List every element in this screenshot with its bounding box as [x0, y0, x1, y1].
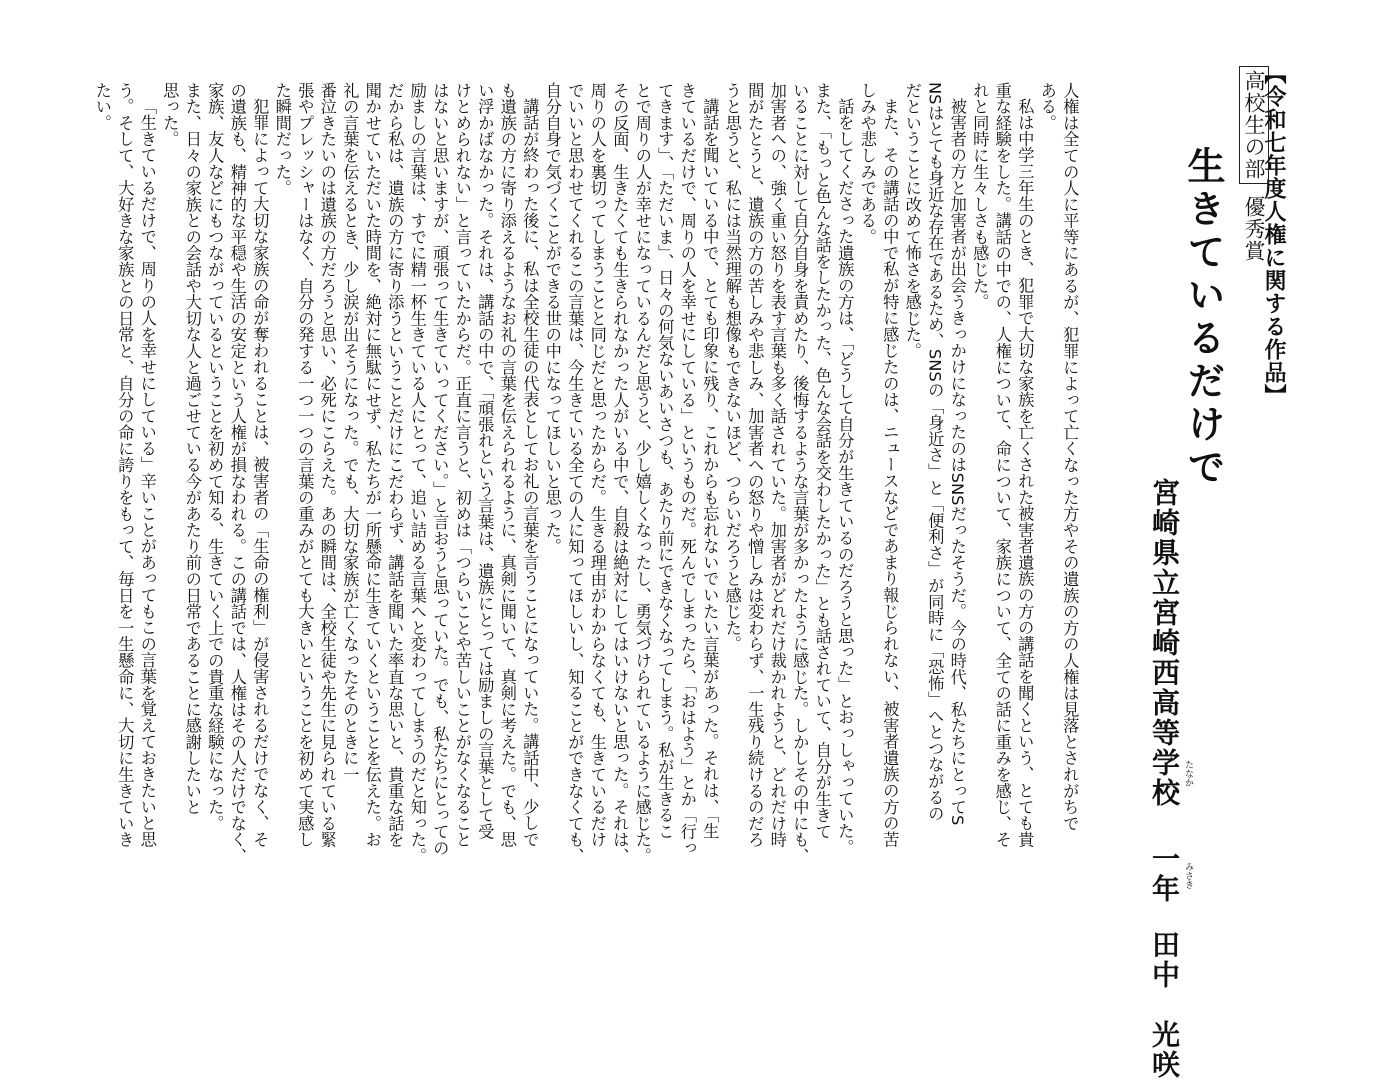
- body-line: けとめられない」と言っていたからだ。正直に言うと、初めは「つらいことや苦しいことがなくなること: [452, 82, 472, 848]
- body-line: 励ましの言葉は、すでに精一杯生きている人にとって、追い詰める言葉へと変わってしまうのだと知った。: [407, 82, 427, 864]
- category-heading: 【令和七年度人権に関する作品】: [1261, 62, 1286, 407]
- body-line: たい。: [92, 82, 112, 131]
- body-line: また、その講話の中で私が特に感じたのは、ニュースなどであまり報じられない、被害者遺族の方の苦: [880, 98, 900, 848]
- author-given-name: 光咲: [1148, 1020, 1181, 1080]
- body-line: ある。: [1037, 82, 1057, 131]
- body-line: 礼の言葉を伝えるとき、少し涙が出そうになった。でも、大切な家族が亡くなったそのときに一: [340, 82, 360, 783]
- body-line: また、日々の家族との会話や大切な人と過ごせている今があたり前の日常であることに感謝したいと: [182, 82, 202, 816]
- body-line: も遺族の方に寄り添えるようなお礼の言葉を伝えられるように、真剣に聞いて、真剣に考えた。でも、思: [497, 82, 517, 848]
- body-line: でいいと思わせてくれるこの言葉は、今生きている全ての人に知ってほしいし、知ることができなくても、: [565, 82, 585, 864]
- body-line: 講話を聞いている中で、とても印象に残り、これからも忘れないでいたい言葉があった。それは、「生: [700, 98, 720, 840]
- award-label: 優秀賞: [1242, 196, 1266, 262]
- school-name: 宮崎県立宮崎西高等学校: [1148, 478, 1181, 808]
- body-line: 私は中学三年生のとき、犯罪で大切な家族を亡くされた被害者遺族の方の講話を聞くという、とても貴: [1015, 98, 1035, 848]
- body-line: しみや悲しみである。: [857, 82, 877, 245]
- author-surname: 田中: [1148, 930, 1181, 990]
- body-line: う。そして、大好きな家族との日常と、自分の命に誇りをもって、毎日を一生懸命に、大切に生きていき: [115, 82, 135, 848]
- body-line: きているだけで、周りの人を幸せにしている」というものだ。死んでしまったら、「おはよう」とか「行っ: [677, 82, 697, 856]
- body-line: 聞かせていただいた時間を、絶対に無駄にせず、私たちが一所懸命に生きていくということを伝えた。お: [362, 82, 382, 848]
- body-line: いることに対して自分自身を責めたり、後悔するような言葉が多かったように感じた。しかしその中にも、: [790, 82, 810, 864]
- body-line: 重な経験をした。講話の中での、人権について、命について、家族について、全ての話に重みを感じ、そ: [992, 82, 1012, 848]
- body-line: 講話が終わった後に、私は全校生徒の代表としてお礼の言葉を言うことになっていた。講話中、少しで: [520, 98, 540, 848]
- body-line: 周りの人を裏切ってしまうことと同じだと思ったからだ。生きる理由がわからなくても、生きているだけ: [587, 82, 607, 848]
- division-label: 高校生の部: [1239, 66, 1269, 184]
- body-line: はないと思いますが、頑張って生きていってください。」と言おうと思っていた。でも、私たちにとっての: [430, 82, 450, 856]
- body-line: 自分自身で気づくことができる世の中になってほしいと思った。: [542, 82, 562, 555]
- body-line: の遺族も、精神的な平穏や生活の安定という人権が損なわれる。この講話では、人権はその人だけでなく、: [227, 82, 247, 864]
- body-line: た瞬間だった。: [272, 82, 292, 197]
- body-line: 間がたとうと、遺族の方の苦しみや悲しみ、加害者への怒りや憎しみは変わらず、一生残り続けるのだろ: [745, 82, 765, 848]
- essay-title: 生きているだけで: [1181, 146, 1225, 490]
- body-line: 思った。: [160, 82, 180, 148]
- author-byline: [1148, 478, 1181, 1080]
- body-line: 人権は全ての人に平等にあるが、犯罪によって亡くなった方やその遺族の方の人権は見落とされがちで: [1060, 82, 1080, 832]
- body-line: だということに改めて怖さを感じた。: [902, 82, 922, 359]
- body-line: その反面、生きたくても生きられなかった人がいる中で、自殺は絶対にしてはいけないと思った。それは、: [610, 82, 630, 864]
- body-line: てきます」、「ただいま」、日々の何気ないあいさつも、あたり前にできなくなってしまう。私が生きるこ: [655, 82, 675, 840]
- body-line: い浮かばなかった。それは、講話の中で、「頑張れという言葉は、遺族にとっては励ましの言葉として受: [475, 82, 495, 840]
- body-line: 話をしてくださった遺族の方は、「どうして自分が生きているのだろうと思った」とおっしゃっていた。: [835, 98, 855, 856]
- body-line: NSはとても身近な存在であるため、SNSの「身近さ」と「便利さ」が同時に「恐怖」へとつながるの: [925, 82, 945, 822]
- given-name-reading: みさき: [1183, 862, 1193, 889]
- body-line: うと思うと、私には当然理解も想像もできないほど、つらいだろうと感じた。: [722, 82, 742, 653]
- body-line: 加害者への、強く重い怒りを表す言葉も多く話されていた。加害者がどれだけ裁かれようと、どれだけ時: [767, 82, 787, 848]
- body-line: 張やプレッシャーはなく、自分の発する一つ一つの言葉の重みがとても大きいということを初めて実感し: [295, 82, 315, 848]
- body-line: とで周りの人が幸せになっているんだと思うと、少し嬉しくなったし、勇気づけられているように感じた。: [632, 82, 652, 864]
- body-line: 家族、友人などにもつながっているということを初めて知る、生きていく上での貴重な経験になった。: [205, 82, 225, 832]
- body-line: 犯罪によって大切な家族の命が奪われることは、被害者の「生命の権利」が侵害されるだけでなく、そ: [250, 98, 270, 848]
- body-line: また、「もっと色んな話をしたかった、色んな会話を交わしたかった」とも話されていて、自分が生きて: [812, 82, 832, 840]
- grade: 一年: [1148, 844, 1181, 904]
- body-line: れと同時に生々しさも感じた。: [970, 82, 990, 311]
- section-label: [1243, 66, 1264, 262]
- body-line: 被害者の方と加害者が出会うきっかけになったのはSNSだったそうだ。今の時代、私たちにとってS: [947, 98, 967, 826]
- body-line: 番泣きたいのは遺族の方だろうと思い、必死にこらえた。あの瞬間は、全校生徒や先生に見られている緊: [317, 82, 337, 848]
- body-line: 「生きているだけで、周りの人を幸せにしている」辛いことがあってもこの言葉を覚えておきたいと思: [137, 98, 157, 848]
- surname-reading: たなか: [1183, 760, 1193, 787]
- body-line: だから私は、遺族の方に寄り添うということだけにこだわらず、講話を聞いた率直な思いと、貴重な話を: [385, 82, 405, 848]
